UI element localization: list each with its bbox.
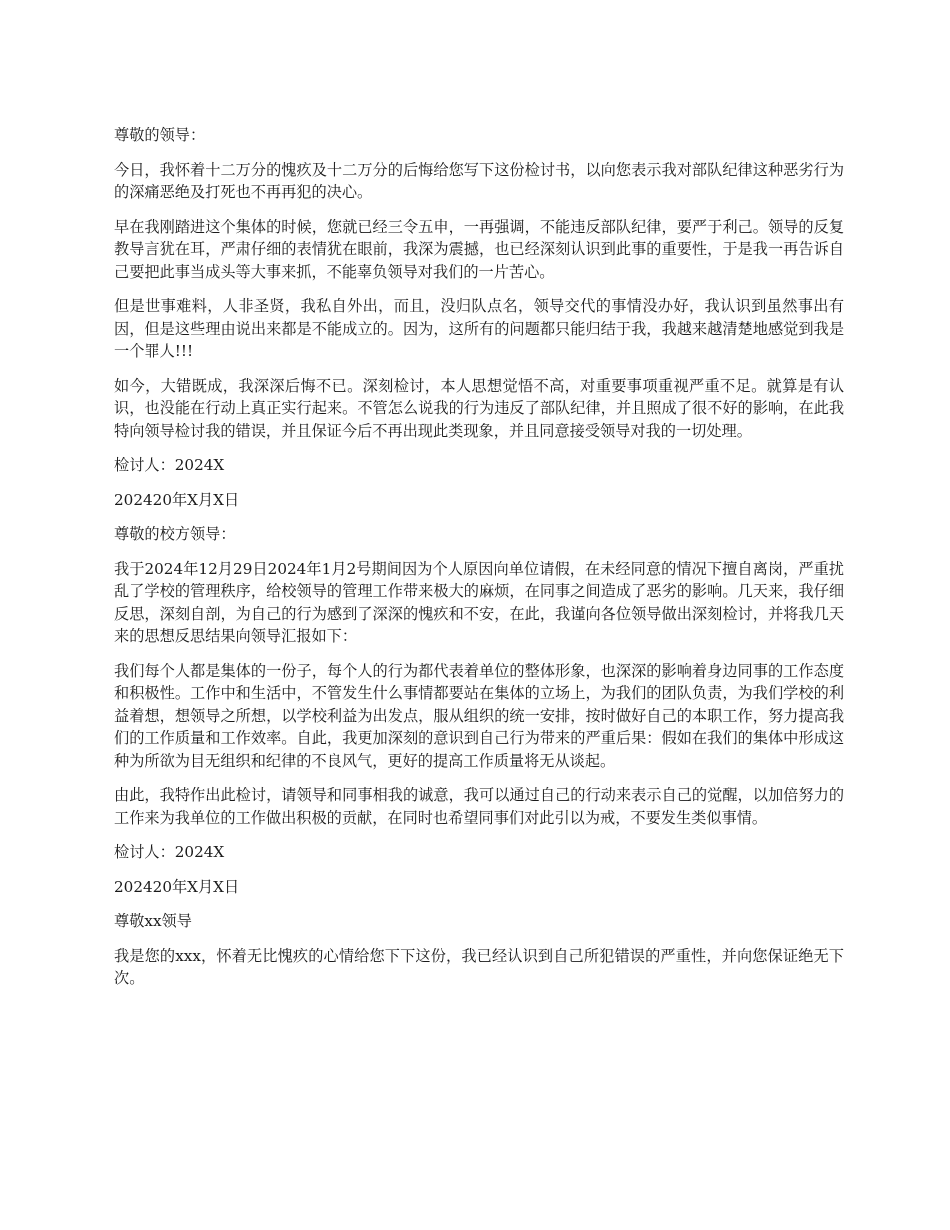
letter1-paragraph-1: 今日，我怀着十二万分的愧疚及十二万分的后悔给您写下这份检讨书，以向您表示我对部队纪律这种恶劣行为的深痛恶绝及打死也不再再犯的决心。 [114, 160, 844, 201]
letter2-date: 202420年X月X日 [114, 877, 240, 896]
document-page [114, 124, 844, 1002]
letter3-paragraph-1: 我是您的xxx，怀着无比愧疚的心情给您下下这份，我已经认识到自己所犯错误的严重性，并向您保证绝无下次。 [114, 946, 844, 987]
letter2-paragraph-2: 我们每个人都是集体的一份子，每个人的行为都代表着单位的整体形象，也深深的影响着身边同事的工作态度和积极性。工作中和生活中，不管发生什么事情都要站在集体的立场上，为我们的团队负责，为我们学校的利益着想，想领导之所想，以学校利益为出发点，服从组织的统一安排，按时做好自己的本职工作，努力提高我们的工作质量和工作效率。自此，我更加深刻的意识到自己行为带来的严重后果：假如在我们的集体中形成这种为所欲为目无组织和纪律的不良风气，更好的提高工作质量将无从谈起。 [114, 661, 844, 770]
letter1-date: 202420年X月X日 [114, 490, 240, 509]
letter3-salutation: 尊敬xx领导 [114, 912, 192, 930]
letter1-paragraph-4: 如今，大错既成，我深深后悔不已。深刻检讨，本人思想觉悟不高，对重要事项重视严重不足。就算是有认识，也没能在行动上真正实行起来。不管怎么说我的行为违反了部队纪律，并且照成了很不好的影响，在此我特向领导检讨我的错误，并且保证今后不再出现此类现象，并且同意接受领导对我的一切处理。 [114, 376, 844, 440]
letter2-salutation: 尊敬的校方领导： [114, 525, 236, 543]
letter1-paragraph-2: 早在我刚踏进这个集体的时候，您就已经三令五申，一再强调，不能违反部队纪律，要严于利己。领导的反复教导言犹在耳，严肃仔细的表情犹在眼前，我深为震撼，也已经深刻认识到此事的重要性，于是我一再告诉自己要把此事当成头等大事来抓，不能辜负领导对我们的一片苦心。 [114, 217, 844, 281]
letter1-paragraph-3: 但是世事难料，人非圣贤，我私自外出，而且，没归队点名，领导交代的事情没办好，我认识到虽然事出有因，但是这些理由说出来都是不能成立的。因为，这所有的问题都只能归结于我，我越来越清楚地感觉到我是一个罪人!!! [114, 297, 844, 360]
letter1-salutation: 尊敬的领导： [114, 126, 206, 144]
letter2-paragraph-1: 我于2024年12月29日2024年1月2号期间因为个人原因向单位请假，在未经同意的情况下擅自离岗，严重扰乱了学校的管理秩序，给校领导的管理工作带来极大的麻烦，在同事之间造成了恶劣的影响。几天来，我仔细反思，深刻自剖，为自己的行为感到了深深的愧疚和不安，在此，我谨向各位领导做出深刻检讨，并将我几天来的思想反思结果向领导汇报如下： [114, 559, 844, 645]
letter1-signer: 检讨人：2024X [114, 456, 225, 474]
letter2-paragraph-3: 由此，我特作出此检讨，请领导和同事相我的诚意，我可以通过自己的行动来表示自己的觉醒，以加倍努力的工作来为我单位的工作做出积极的贡献，在同时也希望同事们对此引以为戒，不要发生类似事情。 [114, 786, 844, 827]
letter2-signer: 检讨人：2024X [114, 843, 225, 861]
